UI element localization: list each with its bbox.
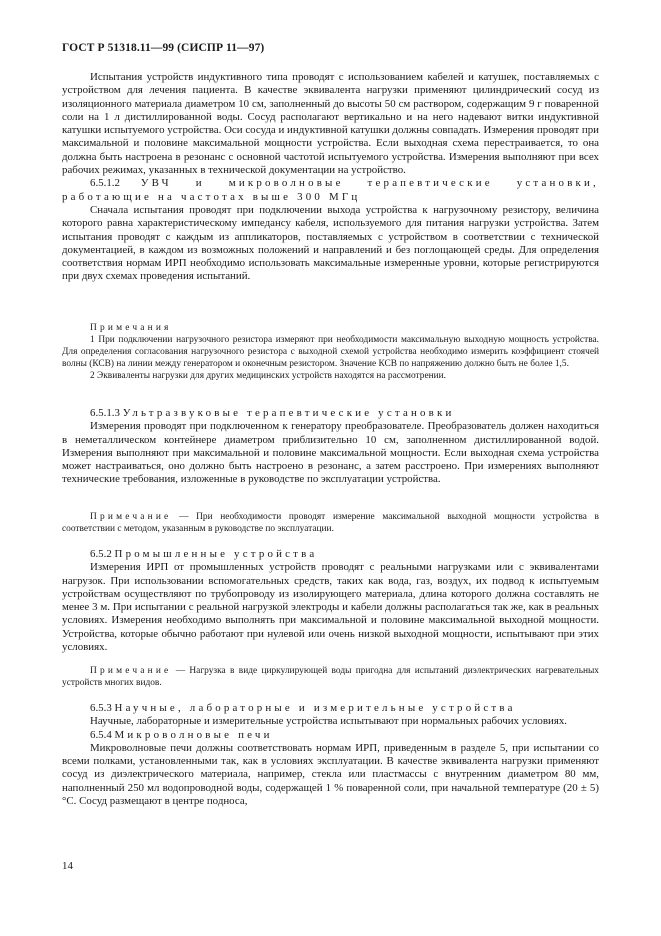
heading-6-5-1-3: [62, 407, 599, 420]
paragraph-industrial: Измерения ИРП от промышленных устройств проводят с реальными нагрузками или с эквивалентами нагрузок. При использовании вспомогательных средств, таких как вода, газ, воздух, их подвод к испытуемым устройствам осуществляют по трубопроводу из изолирующего материала, длина которого должна составлять не менее 3 м. При испытании с реальной нагрузкой электроды и кабели должны располагаться так же, как в реальных условиях. Измерения необходимо выполнять при максимальной и половине максимальной выходной мощности. Устройства, которые обычно работают при нулевой или очень низкой выходной мощности, испытывают при этих условиях.: [62, 561, 599, 654]
page-number: 14: [62, 860, 73, 872]
paragraph-uhf: Сначала испытания проводят при подключении выхода устройства к нагрузочному резистору, величина которого равна характеристическому импедансу кабеля, используемого для питания нагрузки устройства. Затем испытания проводят с каждым из аппликаторов, поставляемых с устройством в соответствии с технической документацией, в каждом из возможных положений и направлений и без поглощающей среды. Для определения соответствия нормам ИРП необходимо использовать максимальные измеренные уровни, которые регистрируются при двух схемах проведения испытаний.: [62, 203, 599, 283]
heading-number: 6.5.4: [90, 728, 112, 741]
notes-title: Примечания: [90, 323, 172, 333]
paragraph-ultrasound: Измерения проводят при подключенном к генератору преобразователе. Преобразователь должен находиться в неметаллическом контейнере диаметром приблизительно 10 см, заполненном дистиллированной водой. Измерения выполняют при максимальной и половине максимальной мощности. Если выходная схема устройства может настраиваться, оно должно быть настроено в резонанс, а затем расстроено. При измерениях выполняют технические требования, изложенные в руководстве по эксплуатации устройства.: [62, 420, 599, 486]
note-block-3: [62, 511, 599, 535]
heading-text: Промышленные устройства: [114, 548, 318, 560]
heading-text: УВЧ и микроволновые терапевтические установки, работающие на частотах выше 300 МГц: [62, 177, 599, 203]
page-header: ГОСТ Р 51318.11—99 (СИСПР 11—97): [62, 42, 265, 54]
notes-block-1: [62, 322, 599, 382]
note-2: 2 Эквиваленты нагрузки для других медицинских устройств находятся на рассмотрении.: [90, 371, 447, 381]
note-3: — При необходимости проводят измерение максимальной выходной мощности устройства в соответствии с методом, указанным в руководстве по эксплуатации.: [62, 512, 599, 534]
heading-text: Микроволновые печи: [114, 728, 273, 741]
note-1: 1 При подключении нагрузочного резистора измеряют при необходимости максимальную выходную мощность устройства. Для определения согласования нагрузочного резистора с выходной схемой устройства необходимо измерить коэффициент стоячей волны (КСВ) на линии между генератором и оконечным резистором. Значение КСВ по напряжению должно быть не более 1,5.: [62, 335, 599, 369]
heading-text: Ультразвуковые терапевтические установки: [122, 407, 455, 419]
section-ultrasound: [62, 407, 599, 487]
paragraph-microwave: Микроволновые печи должны соответствовать нормам ИРП, приведенным в разделе 5, при испытании со всеми полками, установленными так, как в условиях эксплуатации. В качестве эквивалента нагрузки применяют сосуд из диэлектрического материала, например, стекла или пластмассы с внутренним диаметром 80 мм, наполненный 250 мл водопроводной воды, содержащей 1 % поваренной соли, при начальной температуре (20 ± 5) °С. Сосуд размещают в центре подноса,: [62, 741, 599, 808]
paragraph-inductive: Испытания устройств индуктивного типа проводят с использованием кабелей и катушек, поставляемых с устройством для лечения пациента. В качестве эквивалента нагрузки применяют цилиндрический сосуд из изоляционного материала диаметром 10 см, заполненный до высоты 50 см раствором, содержащим 9 г поваренной соли на 1 л дистиллированной воды. Сосуд располагают вертикально и на него надевают витки индуктивной катушки испытуемого устройства. Оси сосуда и индуктивной катушки должны совпадать. Измерения проводят при максимальной и половине максимальной мощности устройства. Если выходная схема перестраивается, то она должна быть настроена в резонанс с основной частотой испытуемого устройства. Измерения выполняют при всех рабочих режимах, указанных в технической документации на устройство.: [62, 71, 599, 177]
heading-number: 6.5.1.2: [90, 177, 120, 190]
note-label: Примечание: [90, 666, 172, 676]
heading-6-5-1-2: [62, 177, 599, 204]
note-label: Примечание: [90, 512, 172, 522]
heading-6-5-3: [62, 702, 599, 715]
section-inductive-tests: [62, 71, 599, 284]
note-block-4: [62, 665, 599, 689]
heading-number: 6.5.2: [90, 548, 112, 560]
section-industrial: [62, 548, 599, 654]
heading-6-5-2: [62, 548, 599, 561]
section-scientific: [62, 702, 599, 808]
heading-number: 6.5.3: [90, 702, 112, 714]
heading-text: Научные, лабораторные и измерительные устройства: [114, 702, 516, 714]
heading-6-5-4: [62, 729, 599, 742]
note-4: — Нагрузка в виде циркулирующей воды пригодна для испытаний диэлектрических нагревательных устройств многих видов.: [62, 666, 599, 688]
paragraph-scientific: Научные, лабораторные и измерительные устройства испытывают при нормальных рабочих условиях.: [90, 715, 568, 728]
heading-number: 6.5.1.3: [90, 407, 120, 419]
